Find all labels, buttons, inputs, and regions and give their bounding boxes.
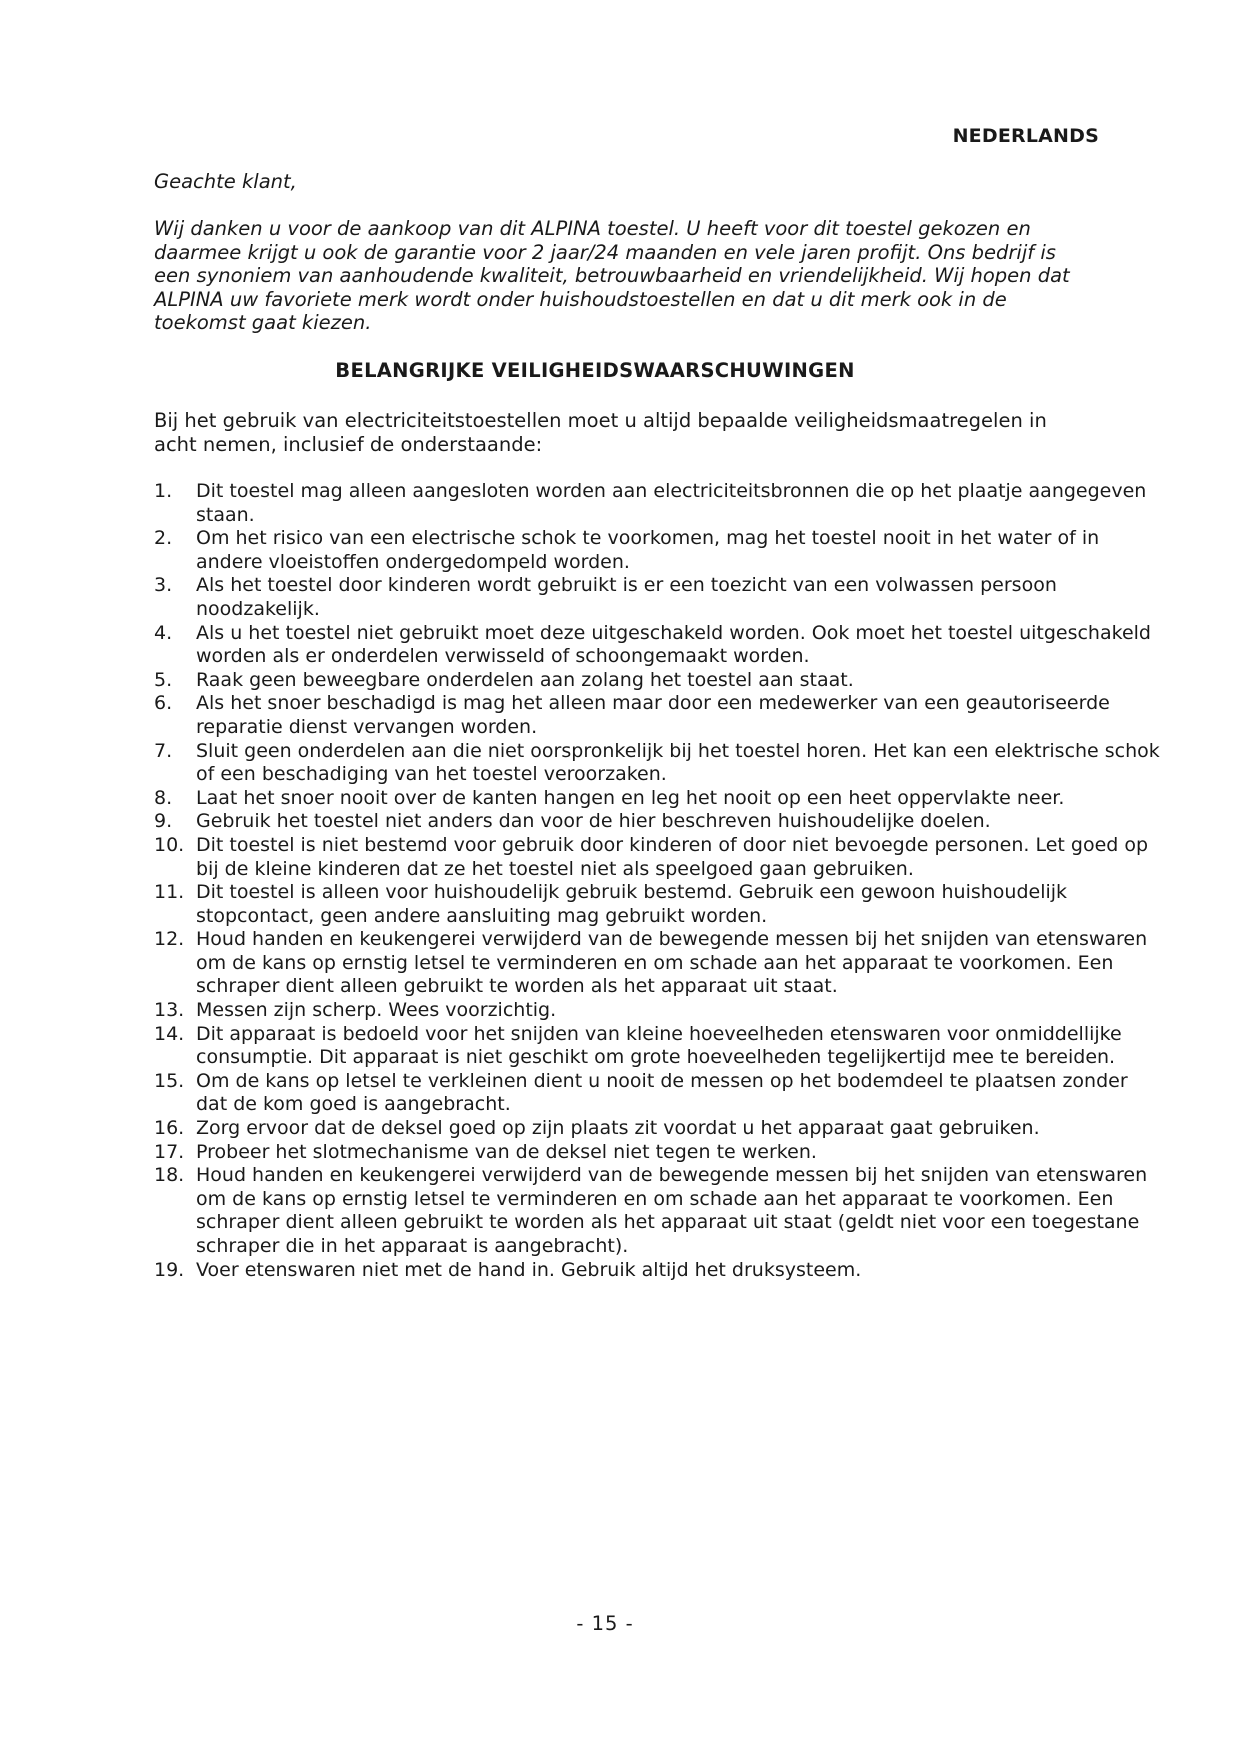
warning-number: 2. xyxy=(154,527,173,550)
warning-text: Houd handen en keukengerei verwijderd van de bewegende messen bij het snijden van etenswaren om de kans op ernstig letsel te verminderen en om schade aan het apparaat te voorkomen. Een schraper dient alleen gebruikt te worden als het apparaat uit staat (geldt niet voor een toegestane schraper die in het apparaat is aangebracht). xyxy=(196,1164,1148,1257)
warning-item xyxy=(154,999,1164,1023)
warning-text: Dit toestel is alleen voor huishoudelijk gebruik bestemd. Gebruik een gewoon huishoudelijk stopcontact, geen andere aansluiting mag gebruikt worden. xyxy=(196,881,1068,927)
warning-text: Als u het toestel niet gebruikt moet deze uitgeschakeld worden. Ook moet het toestel uitgeschakeld worden als er onderdelen verwisseld of schoongemaakt worden. xyxy=(196,621,1151,668)
warning-number: 13. xyxy=(154,999,185,1022)
warning-number: 17. xyxy=(154,1140,185,1163)
warning-text: Houd handen en keukengerei verwijderd van de bewegende messen bij het snijden van etenswaren om de kans op ernstig letsel te verminderen en om schade aan het apparaat te voorkomen. Een schraper dient alleen gebruikt te worden als het apparaat uit staat. xyxy=(196,928,1148,998)
warning-text: Messen zijn scherp. Wees voorzichtig. xyxy=(196,999,557,1022)
warning-item xyxy=(154,574,1164,621)
warning-number: 14. xyxy=(154,1022,185,1045)
warning-number: 1. xyxy=(154,480,173,502)
warning-text: Voer etenswaren niet met de hand in. Gebruik altijd het druksysteem. xyxy=(196,1258,862,1281)
warning-number: 9. xyxy=(154,810,173,833)
warning-item xyxy=(154,1070,1164,1117)
warning-item xyxy=(154,881,1164,928)
warning-number: 10. xyxy=(154,833,185,856)
warning-number: 6. xyxy=(154,692,173,715)
warning-text: Als het toestel door kinderen wordt gebruikt is er een toezicht van een volwassen persoon noodzakelijk. xyxy=(196,574,1057,620)
warning-text: Als het snoer beschadigd is mag het alleen maar door een medewerker van een geautoriseerde reparatie dienst vervangen worden. xyxy=(196,692,1110,738)
warning-text: Dit toestel is niet bestemd voor gebruik door kinderen of door niet bevoegde personen. Let goed op bij de kleine kinderen dat ze het toestel niet als speelgoed gaan gebruiken. xyxy=(196,833,1149,880)
warning-text: Dit toestel mag alleen aangesloten worden aan electriciteitsbronnen die op het plaatje aangegeven staan. xyxy=(196,480,1147,526)
warning-number: 4. xyxy=(154,621,173,644)
warning-item xyxy=(154,1141,1164,1165)
warning-number: 16. xyxy=(154,1117,185,1140)
warning-number: 15. xyxy=(154,1069,185,1092)
warning-item xyxy=(154,692,1164,739)
warning-number: 7. xyxy=(154,739,173,762)
warning-item xyxy=(154,740,1164,787)
warning-item xyxy=(154,1259,1164,1283)
salutation: Geachte klant, xyxy=(154,170,297,193)
language-label: NEDERLANDS xyxy=(952,125,1099,147)
warning-number: 12. xyxy=(154,928,185,951)
warning-item xyxy=(154,1023,1164,1070)
warning-number: 3. xyxy=(154,574,173,597)
warning-text: Dit apparaat is bedoeld voor het snijden van kleine hoeveelheden etenswaren voor onmiddellijke consumptie. Dit apparaat is niet geschikt om grote hoeveelheden tegelijkertijd mee te bereiden. xyxy=(196,1022,1122,1069)
section-title: BELANGRIJKE VEILIGHEIDSWAARSCHUWINGEN xyxy=(335,359,855,382)
warning-number: 8. xyxy=(154,786,173,809)
page-number: - 15 - xyxy=(576,1612,634,1635)
warning-number: 19. xyxy=(154,1258,185,1281)
warning-number: 18. xyxy=(154,1164,185,1187)
warning-item xyxy=(154,1117,1164,1141)
lead-paragraph: Bij het gebruik van electriciteitstoestellen moet u altijd bepaalde veiligheidsmaatregelen in acht nemen, inclusief de onderstaande: xyxy=(154,409,1047,456)
warning-item xyxy=(154,834,1164,881)
warning-text: Om de kans op letsel te verkleinen dient u nooit de messen op het bodemdeel te plaatsen zonder dat de kom goed is aangebracht. xyxy=(196,1069,1128,1116)
intro-paragraph: Wij danken u voor de aankoop van dit ALPINA toestel. U heeft voor dit toestel gekozen en daarmee krijgt u ook de garantie voor 2 jaar/24 maanden en vele jaren profijt. Ons bedrijf is een synoniem van aanhoudende kwaliteit, betrouwbaarheid en vriendelijkheid. Wij hopen dat ALPINA uw favoriete merk wordt onder huishoudstoestellen en dat u dit merk ook in de toekomst gaat kiezen. xyxy=(154,217,1070,334)
warning-text: Zorg ervoor dat de deksel goed op zijn plaats zit voordat u het apparaat gaat gebruiken. xyxy=(196,1117,1040,1140)
warning-item xyxy=(154,928,1164,999)
warning-text: Sluit geen onderdelen aan die niet oorspronkelijk bij het toestel horen. Het kan een elektrische schok of een beschadiging van het toestel veroorzaken. xyxy=(196,739,1160,786)
warning-text: Probeer het slotmechanisme van de deksel niet tegen te werken. xyxy=(196,1140,817,1163)
warning-item xyxy=(154,810,1164,834)
warning-item xyxy=(154,480,1164,527)
warning-item xyxy=(154,669,1164,693)
warning-text: Raak geen beweegbare onderdelen aan zolang het toestel aan staat. xyxy=(196,668,854,691)
warning-text: Laat het snoer nooit over de kanten hangen en leg het nooit op een heet oppervlakte neer. xyxy=(196,786,1065,809)
warning-item xyxy=(154,527,1164,574)
warning-text: Gebruik het toestel niet anders dan voor de hier beschreven huishoudelijke doelen. xyxy=(196,810,991,833)
warning-text: Om het risico van een electrische schok te voorkomen, mag het toestel nooit in het water of in andere vloeistoffen ondergedompeld worden. xyxy=(196,527,1100,573)
warning-number: 5. xyxy=(154,668,173,691)
warning-item xyxy=(154,622,1164,669)
warning-item xyxy=(154,1164,1164,1258)
warning-number: 11. xyxy=(154,881,185,904)
warnings-list xyxy=(154,480,1164,1282)
warning-item xyxy=(154,787,1164,811)
